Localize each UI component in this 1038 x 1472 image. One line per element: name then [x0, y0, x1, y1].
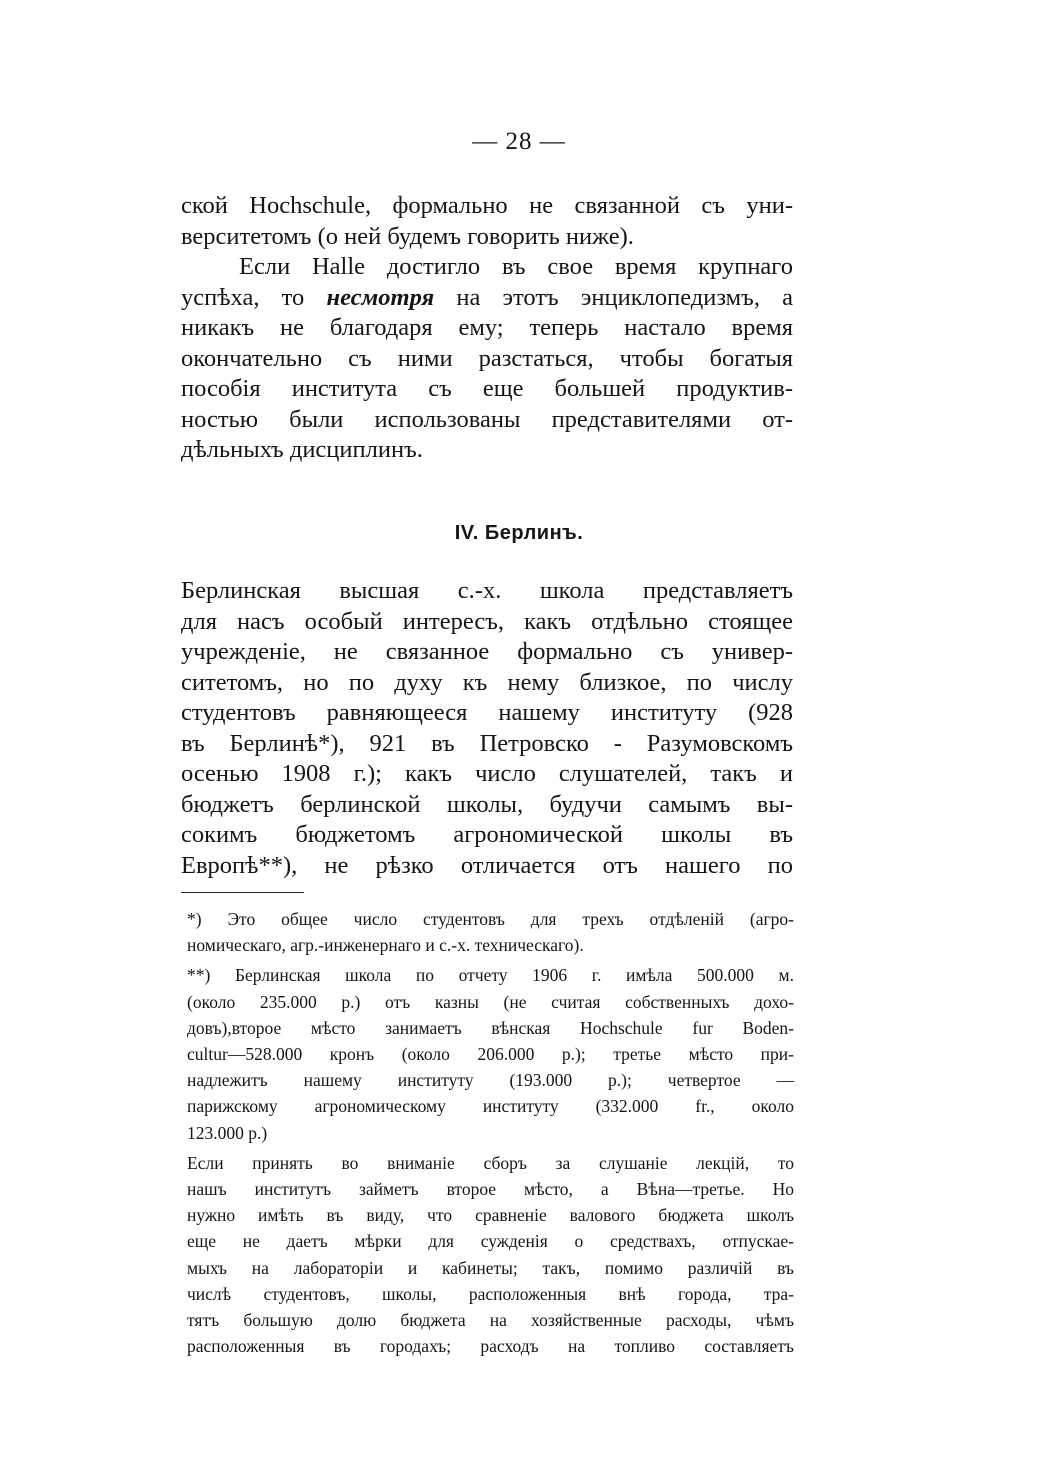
- footnote-line: **) Берлинская школа по отчету 1906 г. имѣла 500.000 м.: [187, 965, 794, 986]
- text-line: никакъ не благодаря ему; теперь настало время: [181, 314, 793, 341]
- text-fragment: успѣха, то: [181, 283, 305, 311]
- text-line: Берлинская высшая с.-х. школа представляетъ: [181, 577, 793, 604]
- text-line: ской Hochschule, формально не связанной съ уни-: [181, 192, 793, 219]
- emphasized-word: несмотря: [326, 283, 435, 311]
- text-line: ситетомъ, но по духу къ нему близкое, по числу: [181, 668, 793, 696]
- footnote-line: 123.000 р.): [187, 1122, 268, 1143]
- text-line: окончательно съ ними разстаться, чтобы богатыя: [181, 344, 793, 372]
- text-line: верситетомъ (о ней будемъ говорить ниже).: [181, 222, 634, 250]
- footnote-line: надлежитъ нашему институту (193.000 р.); четвертое —: [187, 1070, 794, 1091]
- footnote-line: парижскому агрономическому институту (332.000 fr., около: [187, 1096, 794, 1117]
- main-text-top: [181, 191, 793, 466]
- text-line: сокимъ бюджетомъ агрономической школы въ: [181, 821, 793, 848]
- page-number: — 28 —: [472, 128, 566, 155]
- section-heading: IV. Берлинъ.: [454, 522, 584, 544]
- footnote-line: Если принять во вниманіе сборъ за слушаніе лекцій, то: [187, 1152, 794, 1173]
- footnote-line: cultur—528.000 кронъ (около 206.000 р.); третье мѣсто при-: [187, 1044, 794, 1065]
- text-line: Если Halle достигло въ свое время крупнаго: [239, 253, 793, 280]
- text-line: дѣльныхъ дисциплинъ.: [181, 436, 423, 463]
- footnote-line: нашъ институтъ займетъ второе мѣсто, а Вѣна—третье. Но: [187, 1179, 794, 1200]
- text-fragment: на этотъ энциклопедизмъ, а: [456, 283, 794, 311]
- text-line: въ Берлинѣ*), 921 въ Петровско - Разумовскомъ: [181, 729, 793, 757]
- text-line: пособія института съ еще большей продуктив-: [181, 375, 793, 402]
- footnote-line: мыхъ на лабораторіи и кабинеты; такъ, помимо различій въ: [187, 1257, 794, 1278]
- footnote-1: [187, 906, 794, 958]
- main-text-bottom: [181, 576, 793, 881]
- footnote-line: нужно имѣть въ виду, что сравненіе валового бюджета школъ: [187, 1205, 794, 1226]
- footnote-line: номическаго, агр.-инженернаго и с.-х. техническаго).: [187, 935, 584, 956]
- footnote-line: (около 235.000 р.) отъ казны (не считая собственныхъ дохо-: [187, 991, 794, 1012]
- text-line: ностью были использованы представителями от-: [181, 405, 793, 433]
- footnote-line: *) Это общее число студентовъ для трехъ отдѣленій (агро-: [187, 909, 794, 929]
- footnote-line: еще не даетъ мѣрки для сужденія о средствахъ, отпускае-: [187, 1231, 794, 1252]
- footnote-2: [187, 962, 794, 1145]
- footnote-line: расположенныя въ городахъ; расходъ на топливо составляетъ: [187, 1336, 794, 1357]
- text-line: осенью 1908 г.); какъ число слушателей, такъ и: [181, 760, 793, 787]
- text-line: студентовъ равняющееся нашему институту (928: [181, 699, 793, 726]
- footnote-3: [187, 1150, 794, 1360]
- text-line: для насъ особый интересъ, какъ отдѣльно стоящее: [181, 607, 793, 635]
- text-line: Европѣ**), не рѣзко отличается отъ нашего по: [181, 851, 793, 879]
- text-line: бюджетъ берлинской школы, будучи самымъ вы-: [181, 790, 793, 818]
- text-line: [181, 283, 793, 314]
- footnotes: [187, 906, 794, 1363]
- footnote-line: довъ),второе мѣсто занимаетъ вѣнская Hochschule fur Boden-: [187, 1017, 794, 1038]
- footnote-line: числѣ студентовъ, школы, расположенныя внѣ города, тра-: [187, 1283, 794, 1304]
- footnote-line: тятъ большую долю бюджета на хозяйственные расходы, чѣмъ: [187, 1310, 794, 1331]
- text-line: учрежденіе, не связанное формально съ универ-: [181, 638, 793, 665]
- footnote-divider: [181, 892, 304, 893]
